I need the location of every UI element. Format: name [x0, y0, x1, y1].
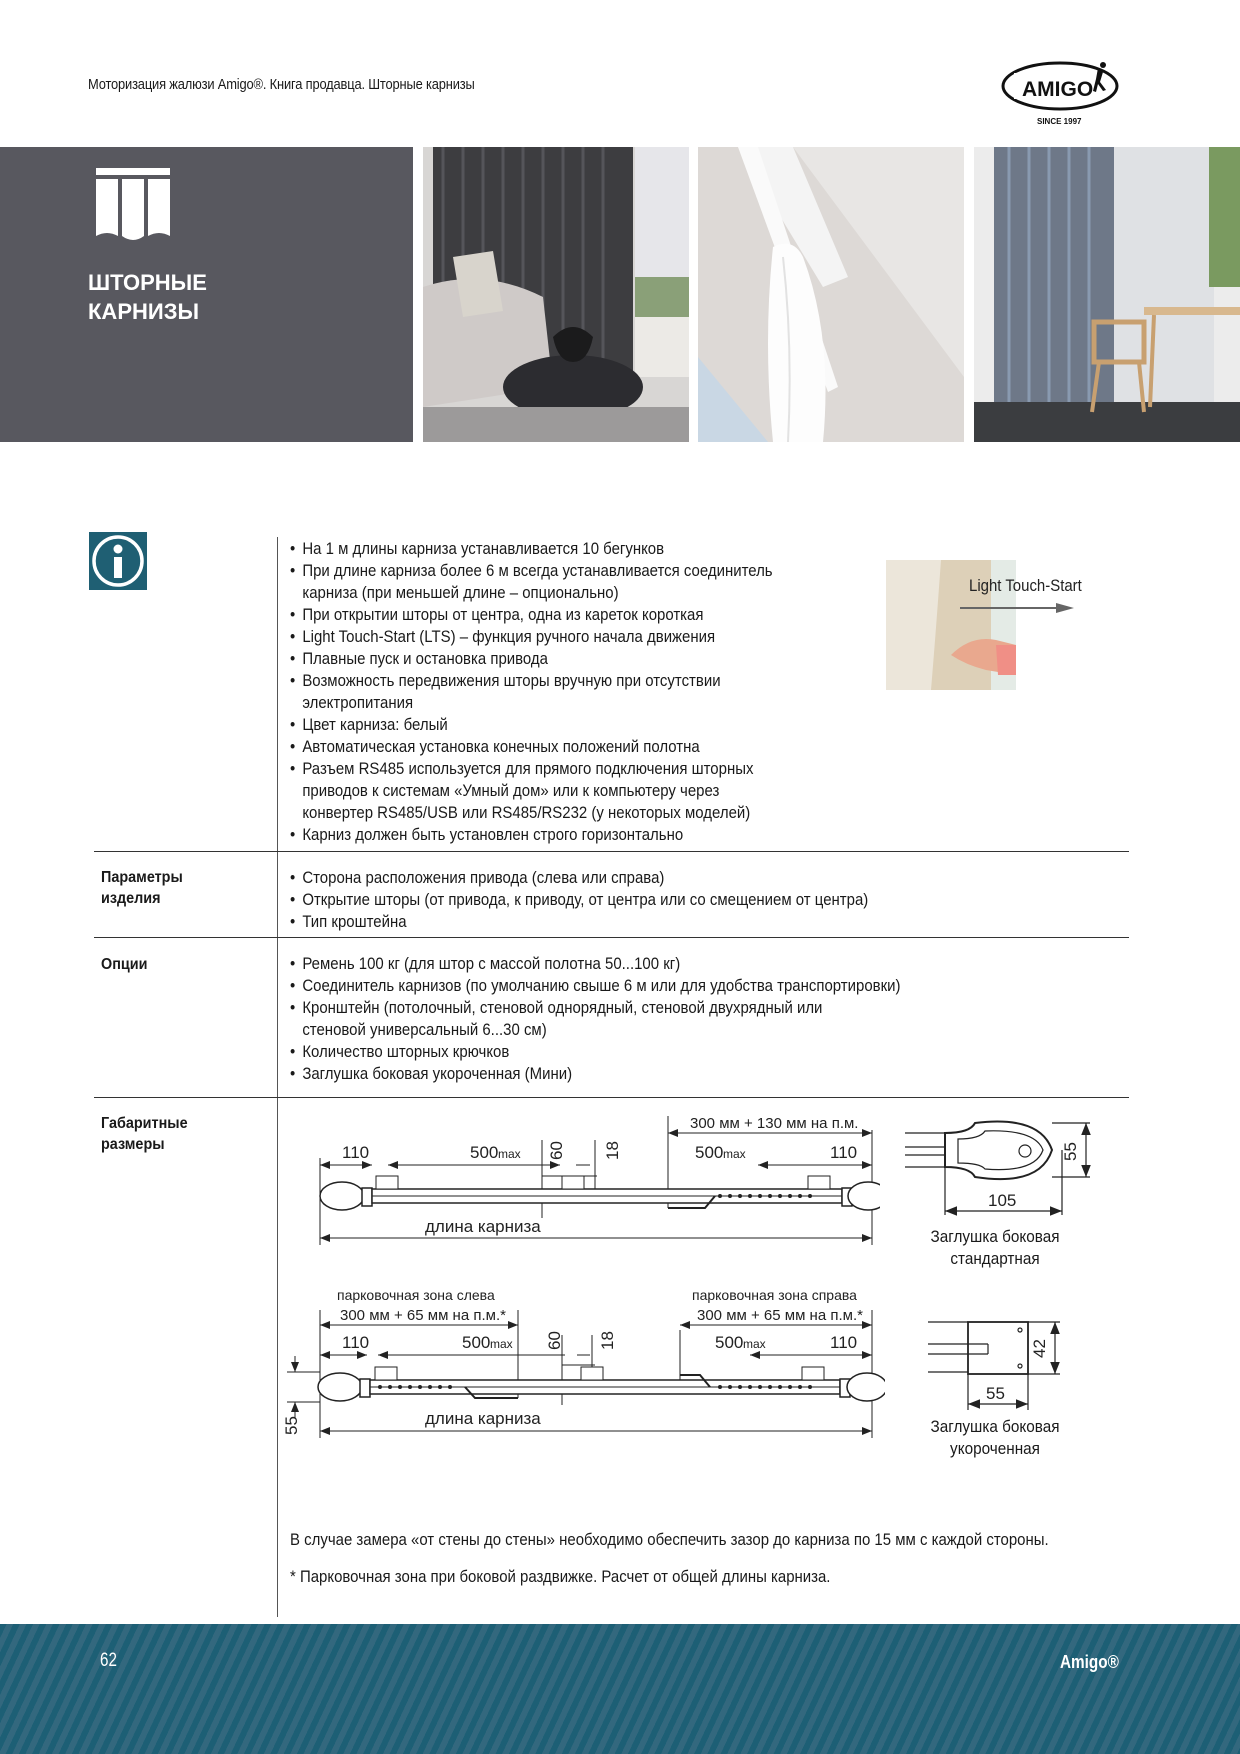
curtain-icon	[96, 168, 170, 240]
cap-short-caption-line2: укороченная	[950, 1439, 1040, 1458]
document-header-title: Моторизация жалюзи Amigo®. Книга продавца. Шторные карнизы	[88, 76, 475, 93]
list-item: • Разъем RS485 используется для прямого подключения шторных	[290, 758, 773, 780]
rail-drawing-center-open	[300, 1100, 880, 1250]
list-item: • При открытии шторы от центра, одна из кареток короткая	[290, 604, 773, 626]
params-label-line2: изделия	[101, 890, 161, 907]
hero-title-line1: ШТОРНЫЕ	[88, 270, 207, 295]
park-left-dim: 300 мм + 65 мм на п.м.*	[340, 1307, 506, 1324]
cap-short-caption	[919, 1416, 1072, 1460]
list-item: • На 1 м длины карниза устанавливается 10 бегунков	[290, 538, 773, 560]
list-item-continuation: конвертер RS485/USB или RS485/RS232 (у некоторых моделей)	[302, 803, 751, 822]
list-item: • Тип кроштейна	[290, 911, 868, 933]
list-item: • При длине карниза более 6 м всегда устанавливается соединитель	[290, 560, 773, 582]
params-label-line1: Параметры	[101, 869, 183, 886]
list-item: • Кронштейн (потолочный, стеновой однорядный, стеновой двухрядный или	[290, 997, 900, 1019]
list-item: • Возможность передвижения шторы вручную при отсутствии	[290, 670, 773, 692]
amigo-logo	[1000, 56, 1126, 130]
hero-title	[88, 268, 207, 326]
rail-drawing-side-open	[275, 1280, 885, 1445]
list-item: • Сторона расположения привода (слева или справа)	[290, 867, 868, 889]
cap-short-caption-line1: Заглушка боковая	[930, 1417, 1060, 1436]
dim-500-right: 500	[715, 1333, 744, 1352]
dim-60: 60	[547, 1141, 566, 1160]
logo-text: AMIGO	[1022, 78, 1094, 101]
section-divider	[94, 937, 1129, 938]
section-divider	[94, 851, 1129, 852]
params-label	[101, 867, 183, 909]
dim-110-left: 110	[342, 1333, 370, 1352]
dim-110-right: 110	[830, 1333, 858, 1352]
list-item: • Ремень 100 кг (для штор с массой полотна 50...100 кг)	[290, 953, 900, 975]
dim-500-left: 500	[462, 1333, 491, 1352]
list-item: • Количество шторных крючков	[290, 1041, 900, 1063]
dim-max-left: max	[498, 1147, 521, 1161]
list-item-continuation: электропитания	[302, 693, 414, 712]
end-cap-standard-drawing	[900, 1115, 1100, 1220]
dimensions-label-line2: размеры	[101, 1136, 165, 1153]
list-item: • Соединитель карнизов (по умолчанию свыше 6 м или для удобства транспортировки)	[290, 975, 900, 997]
parking-zone-footnote: * Парковочная зона при боковой раздвижке. Расчет от общей длины карниза.	[290, 1567, 831, 1586]
dim-110-right: 110	[830, 1143, 858, 1162]
dim-max-right: max	[743, 1337, 766, 1351]
cap-standard-caption-line1: Заглушка боковая	[930, 1227, 1060, 1246]
cap-standard-height: 55	[1061, 1142, 1080, 1161]
light-touch-start-label: Light Touch-Start	[969, 576, 1082, 595]
rail-length-label: длина карниза	[425, 1217, 541, 1236]
dimensions-label	[101, 1113, 188, 1155]
cap-standard-caption-line2: стандартная	[950, 1249, 1040, 1268]
park-right-title: парковочная зона справа	[692, 1287, 857, 1303]
wall-mount-note: В случае замера «от стены до стены» необходимо обеспечить зазор до карниза по 15 мм с каждой стороны.	[290, 1530, 1049, 1549]
ceiling-rail-photo	[698, 147, 964, 442]
dim-110-left: 110	[342, 1143, 370, 1162]
hero-title-line2: КАРНИЗЫ	[88, 299, 200, 324]
section-divider	[94, 1097, 1129, 1098]
page-number: 62	[100, 1650, 117, 1671]
list-item-continuation: стеновой универсальный 6...30 см)	[302, 1020, 547, 1039]
dim-max-left: max	[490, 1337, 513, 1351]
list-item: • Цвет карниза: белый	[290, 714, 773, 736]
cap-standard-caption	[919, 1226, 1072, 1270]
dim-500-right: 500	[695, 1143, 724, 1162]
rail-length-label: длина карниза	[425, 1409, 541, 1428]
dim-18: 18	[603, 1141, 622, 1160]
dim-60: 60	[545, 1331, 564, 1350]
options-list	[290, 953, 900, 1085]
dining-room-photo	[974, 147, 1240, 442]
list-item: • Light Touch-Start (LTS) – функция ручного начала движения	[290, 626, 773, 648]
logo-tagline: SINCE 1997	[1037, 117, 1082, 126]
end-cap-short-drawing	[920, 1310, 1070, 1410]
info-icon	[89, 532, 147, 590]
options-label: Опции	[101, 956, 148, 973]
dim-18: 18	[598, 1331, 617, 1350]
park-zone-dim: 300 мм + 130 мм на п.м.	[690, 1115, 859, 1132]
cap-short-width: 55	[986, 1384, 1005, 1403]
list-item-continuation: карниза (при меньшей длине – опционально)	[302, 583, 619, 602]
footer-band	[0, 1624, 1240, 1754]
park-right-dim: 300 мм + 65 мм на п.м.*	[697, 1307, 863, 1324]
list-item: • Автоматическая установка конечных положений полотна	[290, 736, 773, 758]
park-left-title: парковочная зона слева	[337, 1287, 495, 1303]
list-item: • Плавные пуск и остановка привода	[290, 648, 773, 670]
list-item-continuation: приводов к системам «Умный дом» или к компьютеру через	[302, 781, 720, 800]
list-item: • Карниз должен быть установлен строго горизонтально	[290, 824, 773, 846]
dim-max-right: max	[723, 1147, 746, 1161]
params-list	[290, 867, 868, 933]
dimensions-label-line1: Габаритные	[101, 1115, 188, 1132]
dim-55: 55	[282, 1416, 301, 1435]
direction-arrow-icon	[960, 600, 1080, 616]
cap-standard-width: 105	[988, 1191, 1017, 1210]
table-vertical-divider	[277, 537, 278, 1617]
info-list	[290, 538, 773, 846]
dim-500-left: 500	[470, 1143, 499, 1162]
living-room-photo	[423, 147, 689, 442]
cap-short-height: 42	[1030, 1339, 1049, 1358]
list-item: • Открытие шторы (от привода, к приводу, от центра или со смещением от центра)	[290, 889, 868, 911]
list-item: • Заглушка боковая укороченная (Мини)	[290, 1063, 900, 1085]
footer-brand: Amigo®	[1060, 1652, 1119, 1672]
